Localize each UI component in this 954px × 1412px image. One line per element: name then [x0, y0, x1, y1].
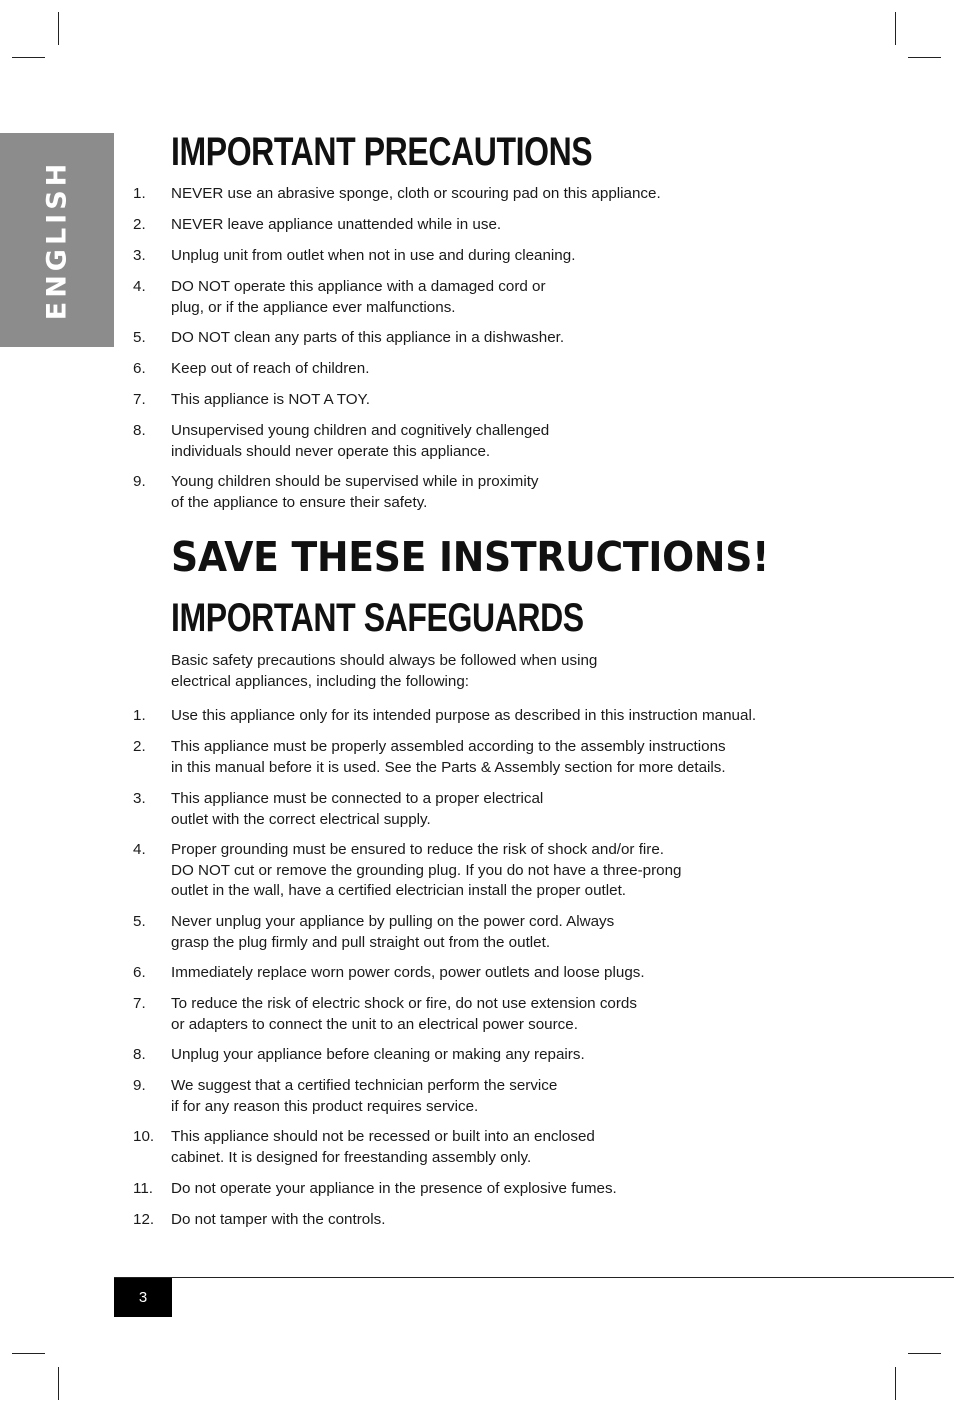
- item-number: 4.: [133, 841, 146, 858]
- item-number: 8.: [133, 1046, 146, 1063]
- item-text: Do not operate your appliance in the presence of explosive fumes.: [171, 1180, 617, 1197]
- item-text: Do not tamper with the controls.: [171, 1211, 386, 1228]
- item-text: Unplug unit from outlet when not in use and during cleaning.: [171, 247, 576, 264]
- item-text: Proper grounding must be ensured to reduce the risk of shock and/or fire. DO NOT cut or remove the grounding plug. If you do not have a three-prong outlet in the wall, have a certified electrician install the proper outlet.: [171, 841, 682, 899]
- item-number: 9.: [133, 473, 146, 490]
- item-number: 12.: [133, 1211, 155, 1228]
- item-text: This appliance must be properly assembled according to the assembly instructions in this manual before it is used. See the Parts & Assembly section for more details.: [171, 738, 726, 776]
- item-text: This appliance must be connected to a proper electrical outlet with the correct electrical supply.: [171, 790, 544, 828]
- item-number: 1.: [133, 707, 146, 724]
- footer-divider: [114, 1277, 954, 1278]
- save-instructions-heading: SAVE THESE INSTRUCTIONS!: [171, 533, 770, 581]
- item-number: 7.: [133, 995, 146, 1012]
- item-text: NEVER leave appliance unattended while in use.: [171, 216, 502, 233]
- item-number: 6.: [133, 964, 146, 981]
- item-text: Use this appliance only for its intended purpose as described in this instruction manual.: [171, 707, 757, 724]
- item-text: Keep out of reach of children.: [171, 360, 370, 377]
- item-text: Unsupervised young children and cognitively challenged individuals should never operate this appliance.: [171, 422, 550, 460]
- item-number: 5.: [133, 329, 146, 346]
- item-text: This appliance should not be recessed or built into an enclosed cabinet. It is designed for freestanding assembly only.: [171, 1128, 595, 1166]
- language-tab-label: ENGLISH: [41, 159, 73, 321]
- item-text: We suggest that a certified technician perform the service if for any reason this product requires service.: [171, 1077, 558, 1115]
- item-number: 4.: [133, 278, 146, 295]
- safeguards-heading: IMPORTANT SAFEGUARDS: [171, 596, 584, 640]
- item-text: Immediately replace worn power cords, power outlets and loose plugs.: [171, 964, 645, 981]
- item-text: This appliance is NOT A TOY.: [171, 391, 370, 408]
- language-tab: [0, 133, 114, 347]
- safeguards-intro: Basic safety precautions should always be followed when using electrical appliances, including the following:: [171, 652, 598, 690]
- item-text: NEVER use an abrasive sponge, cloth or scouring pad on this appliance.: [171, 185, 661, 202]
- item-text: DO NOT operate this appliance with a damaged cord or plug, or if the appliance ever malfunctions.: [171, 278, 546, 316]
- precautions-heading: IMPORTANT PRECAUTIONS: [171, 130, 593, 174]
- item-number: 1.: [133, 185, 146, 202]
- crop-mark: [12, 57, 45, 58]
- item-number: 7.: [133, 391, 146, 408]
- item-text: To reduce the risk of electric shock or fire, do not use extension cords or adapters to connect the unit to an electrical power source.: [171, 995, 637, 1033]
- item-number: 2.: [133, 738, 146, 755]
- crop-mark: [895, 1367, 896, 1400]
- item-text: Young children should be supervised while in proximity of the appliance to ensure their safety.: [171, 473, 539, 511]
- item-number: 3.: [133, 790, 146, 807]
- item-number: 5.: [133, 913, 146, 930]
- item-text: DO NOT clean any parts of this appliance in a dishwasher.: [171, 329, 565, 346]
- page-number-badge: [114, 1278, 172, 1317]
- item-number: 3.: [133, 247, 146, 264]
- item-text: Unplug your appliance before cleaning or making any repairs.: [171, 1046, 585, 1063]
- item-text: Never unplug your appliance by pulling on the power cord. Always grasp the plug firmly and pull straight out from the outlet.: [171, 913, 615, 951]
- crop-mark: [908, 57, 941, 58]
- crop-mark: [908, 1353, 941, 1354]
- page-number: 3: [138, 1289, 148, 1306]
- item-number: 11.: [133, 1180, 153, 1197]
- crop-mark: [12, 1353, 45, 1354]
- item-number: 6.: [133, 360, 146, 377]
- crop-mark: [895, 12, 896, 45]
- item-number: 2.: [133, 216, 146, 233]
- crop-mark: [58, 12, 59, 45]
- item-number: 9.: [133, 1077, 146, 1094]
- item-number: 8.: [133, 422, 146, 439]
- item-number: 10.: [133, 1128, 155, 1145]
- crop-mark: [58, 1367, 59, 1400]
